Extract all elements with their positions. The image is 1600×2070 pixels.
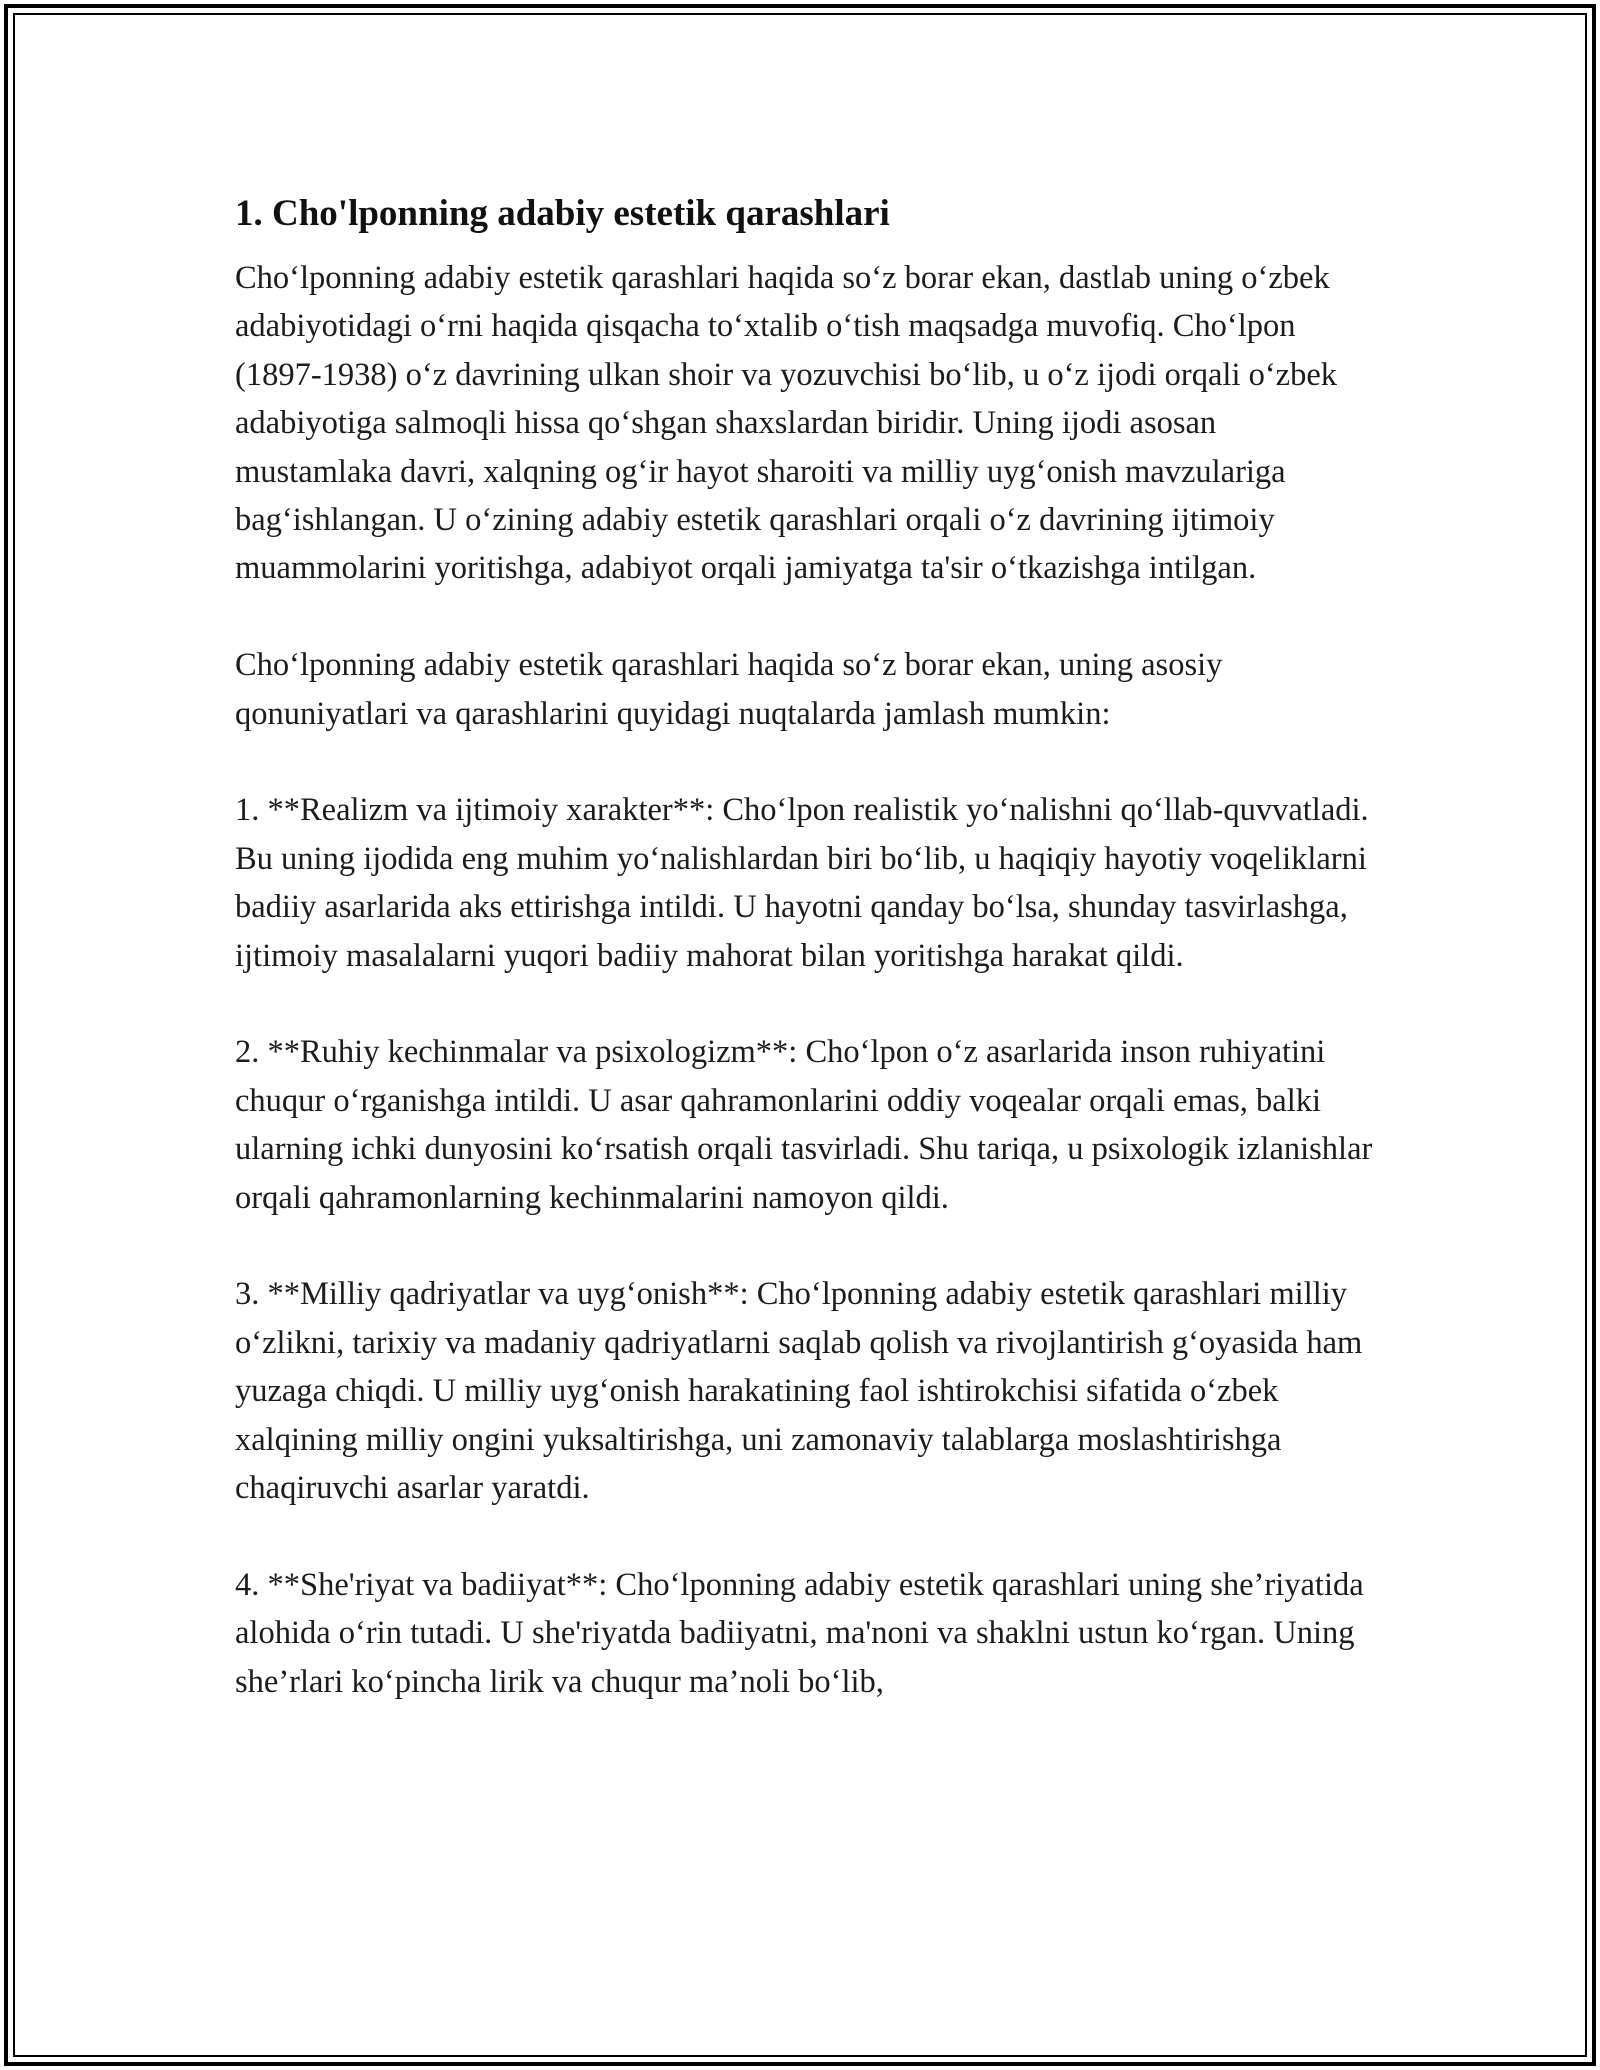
paragraph-point-1-realism: 1. **Realizm va ijtimoiy xarakter**: Cho‘lpon realistik yo‘nalishni qo‘llab-quvvatladi. Bu uning ijodida eng muhim yo‘nalishlardan biri bo‘lib, u haqiqiy hayotiy voqeliklarni badiiy asarlarida aks ettirishga intildi. U hayotni qanday bo‘lsa, shunday tasvirlashga, ijtimoiy masalalarni yuqori badiiy mahorat bilan yoritishga harakat qildi. [235, 792, 1369, 974]
paragraph-point-4-poetry: 4. **She'riyat va badiiyat**: Cho‘lponning adabiy estetik qarashlari uning she’riyatida alohida o‘rin tutadi. U she'riyatda badiiyatni, ma'noni va shaklni ustun ko‘rgan. Uning she’rlari ko‘pincha lirik va chuqur ma’noli bo‘lib, [235, 1566, 1364, 1700]
section-heading: 1. Cho'lponning adabiy estetik qarashlari [235, 193, 890, 234]
paragraph-intro: Cho‘lponning adabiy estetik qarashlari haqida so‘z borar ekan, dastlab uning o‘zbek adabiyotidagi o‘rni haqida qisqacha to‘xtalib o‘tish maqsadga muvofiq. Cho‘lpon (1897-1938) o‘z davrining ulkan shoir va yozuvchisi bo‘lib, u o‘z ijodi orqali o‘zbek adabiyotiga salmoqli hissa qo‘shgan shaxslardan biridir. Uning ijodi asosan mustamlaka davri, xalqning og‘ir hayot sharoiti va milliy uyg‘onish mavzulariga bag‘ishlangan. U o‘zining adabiy estetik qarashlari orqali o‘z davrining ijtimoiy muammolarini yoritishga, adabiyot orqali jamiyatga ta'sir o‘tkazishga intilgan. [235, 260, 1338, 587]
paragraph-point-3-national-values: 3. **Milliy qadriyatlar va uyg‘onish**: Cho‘lponning adabiy estetik qarashlari milliy o‘zlikni, tarixiy va madaniy qadriyatlarni saqlab qolish va rivojlantirish g‘oyasida ham yuzaga chiqdi. U milliy uyg‘onish harakatining faol ishtirokchisi sifatida o‘zbek xalqining milliy ongini yuksaltirishga, uni zamonaviy talablarga moslashtirishga chaqiruvchi asarlar yaratdi. [235, 1276, 1363, 1507]
document-body [235, 188, 1375, 1755]
paragraph-summary-lead: Cho‘lponning adabiy estetik qarashlari haqida so‘z borar ekan, uning asosiy qonuniyatlari va qarashlarini quyidagi nuqtalarda jamlash mumkin: [235, 647, 1223, 732]
paragraph-point-2-psychologism: 2. **Ruhiy kechinmalar va psixologizm**: Cho‘lpon o‘z asarlarida inson ruhiyatini chuqur o‘rganishga intildi. U asar qahramonlarini oddiy voqealar orqali emas, balki ularning ichki dunyosini ko‘rsatish orqali tasvirladi. Shu tariqa, u psixologik izlanishlar orqali qahramonlarning kechinmalarini namoyon qildi. [235, 1034, 1373, 1216]
